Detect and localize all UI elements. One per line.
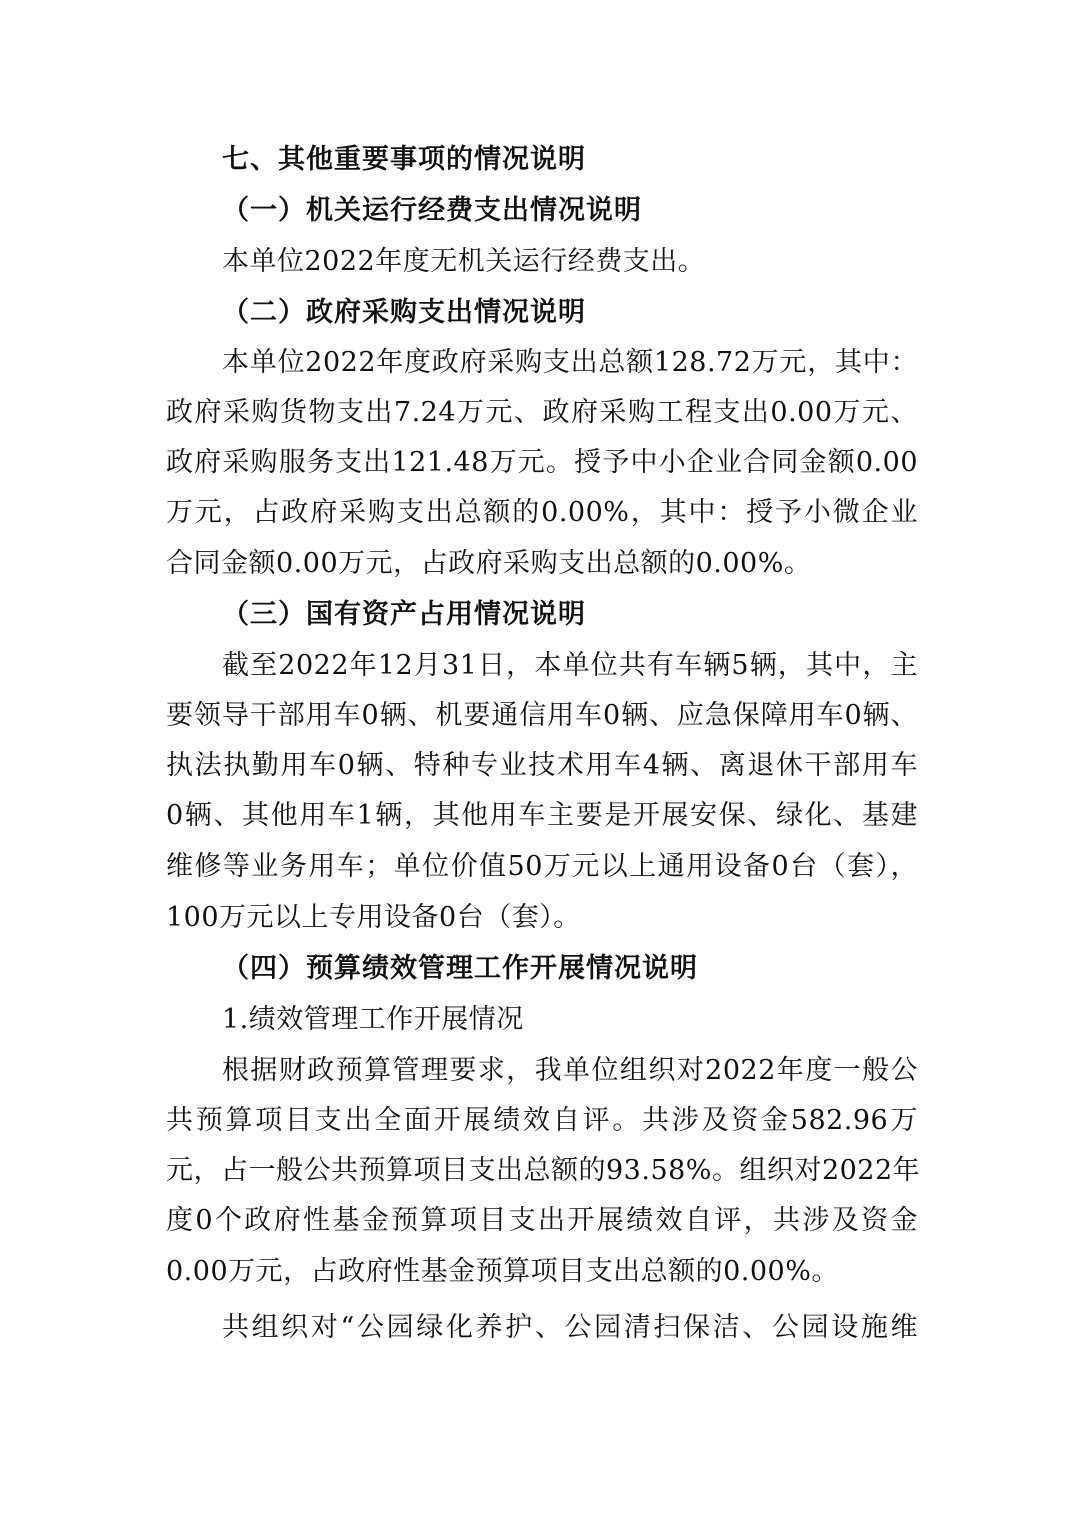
paragraph-line: 截至2022年12月31日，本单位共有车辆5辆，其中，主 [222, 650, 918, 681]
paragraph-line: 共预算项目支出全面开展绩效自评。共涉及资金582.96万 [166, 1105, 918, 1136]
subsection-title-2: （二）政府采购支出情况说明 [222, 297, 586, 328]
paragraph-line: 本单位2022年度无机关运行经费支出。 [222, 246, 706, 277]
item-title: 1.绩效管理工作开展情况 [222, 1004, 524, 1035]
paragraph-line: 共组织对“公园绿化养护、公园清扫保洁、公园设施维 [222, 1312, 918, 1343]
paragraph-line: 维修等业务用车；单位价值50万元以上通用设备0台（套）， [166, 851, 918, 882]
paragraph-line: 0.00万元，占政府性基金预算项目支出总额的0.00%。 [166, 1256, 839, 1287]
paragraph-line: 本单位2022年度政府采购支出总额128.72万元，其中： [222, 347, 918, 378]
paragraph-line: 100万元以上专用设备0台（套）。 [166, 902, 581, 933]
subsection-title-4: （四）预算绩效管理工作开展情况说明 [222, 953, 698, 984]
paragraph-line: 政府采购货物支出7.24万元、政府采购工程支出0.00万元、 [166, 397, 918, 428]
paragraph-line: 要领导干部用车0辆、机要通信用车0辆、应急保障用车0辆、 [166, 700, 918, 731]
paragraph-line: 度0个政府性基金预算项目支出开展绩效自评，共涉及资金 [166, 1205, 918, 1236]
subsection-title-3: （三）国有资产占用情况说明 [222, 599, 586, 630]
paragraph-line: 0辆、其他用车1辆，其他用车主要是开展安保、绿化、基建 [166, 800, 918, 831]
section-title: 七、其他重要事项的情况说明 [222, 144, 586, 175]
paragraph-line: 万元，占政府采购支出总额的0.00%，其中：授予小微企业 [166, 497, 918, 528]
paragraph-line: 根据财政预算管理要求，我单位组织对2022年度一般公 [222, 1055, 918, 1086]
paragraph-line: 政府采购服务支出121.48万元。授予中小企业合同金额0.00 [166, 447, 918, 478]
subsection-title-1: （一）机关运行经费支出情况说明 [222, 195, 642, 226]
paragraph-line: 元，占一般公共预算项目支出总额的93.58%。组织对2022年 [166, 1155, 921, 1186]
paragraph-line: 合同金额0.00万元，占政府采购支出总额的0.00%。 [166, 548, 812, 579]
paragraph-line: 执法执勤用车0辆、特种专业技术用车4辆、离退休干部用车 [166, 750, 918, 781]
